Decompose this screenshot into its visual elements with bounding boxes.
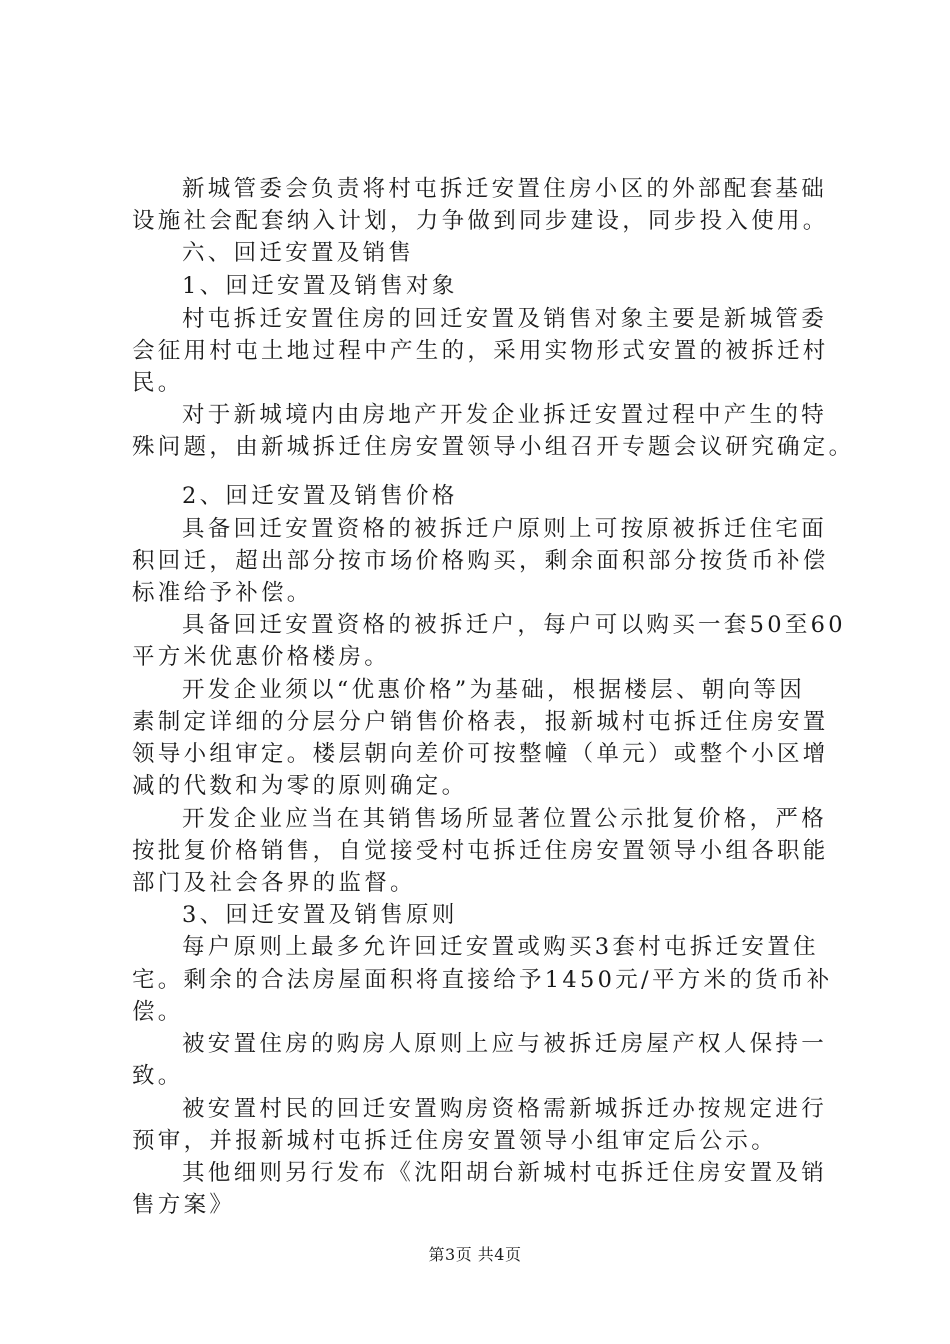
paragraph-line: 开发企业须以“优惠价格”为基础，根据楼层、朝向等因 (182, 677, 806, 703)
paragraph-line: 素制定详细的分层分户销售价格表，报新城村屯拆迁住房安置 (132, 709, 829, 735)
paragraph-line: 设施社会配套纳入计划，力争做到同步建设，同步投入使用。 (132, 208, 829, 234)
paragraph-line: 具备回迁安置资格的被拆迁户原则上可按原被拆迁住宅面 (182, 516, 828, 542)
paragraph-line: 标准给予补偿。 (132, 580, 313, 606)
section-heading: 六、回迁安置及销售 (182, 240, 415, 266)
paragraph-line: 领导小组审定。楼层朝向差价可按整幢（单元）或整个小区增 (132, 741, 829, 767)
paragraph-line: 其他细则另行发布《沈阳胡台新城村屯拆迁住房安置及销 (182, 1160, 828, 1186)
paragraph-line: 村屯拆迁安置住房的回迁安置及销售对象主要是新城管委 (182, 306, 828, 332)
paragraph-line: 会征用村屯土地过程中产生的，采用实物形式安置的被拆迁村 (132, 338, 829, 364)
subsection-heading: 3、回迁安置及销售原则 (182, 902, 458, 928)
paragraph-line: 售方案》 (132, 1192, 236, 1218)
subsection-heading: 2、回迁安置及销售价格 (182, 483, 458, 509)
paragraph-line: 每户原则上最多允许回迁安置或购买3套村屯拆迁安置住 (182, 934, 819, 960)
paragraph-line: 被安置村民的回迁安置购房资格需新城拆迁办按规定进行 (182, 1096, 828, 1122)
paragraph-line: 按批复价格销售，自觉接受村屯拆迁住房安置领导小组各职能 (132, 838, 829, 864)
paragraph-line: 开发企业应当在其销售场所显著位置公示批复价格，严格 (182, 806, 828, 832)
paragraph-line: 致。 (132, 1063, 184, 1089)
paragraph-line: 对于新城境内由房地产开发企业拆迁安置过程中产生的特 (182, 402, 828, 428)
page-number-footer: 第3页 共4页 (428, 1245, 522, 1264)
paragraph-line: 民。 (132, 370, 184, 396)
paragraph-line: 宅。剩余的合法房屋面积将直接给予1450元/平方米的货币补 (132, 967, 833, 993)
paragraph-line: 预审，并报新城村屯拆迁住房安置领导小组审定后公示。 (132, 1128, 778, 1154)
paragraph-line: 新城管委会负责将村屯拆迁安置住房小区的外部配套基础 (182, 176, 828, 202)
paragraph-line: 具备回迁安置资格的被拆迁户，每户可以购买一套50至60 (182, 612, 846, 638)
paragraph-line: 平方米优惠价格楼房。 (132, 644, 391, 670)
paragraph-line: 减的代数和为零的原则确定。 (132, 773, 468, 799)
paragraph-line: 积回迁，超出部分按市场价格购买，剩余面积部分按货币补偿 (132, 548, 829, 574)
subsection-heading: 1、回迁安置及销售对象 (182, 273, 458, 299)
paragraph-line: 殊问题，由新城拆迁住房安置领导小组召开专题会议研究确定。 (132, 434, 855, 460)
paragraph-line: 偿。 (132, 999, 184, 1025)
paragraph-line: 部门及社会各界的监督。 (132, 870, 416, 896)
paragraph-line: 被安置住房的购房人原则上应与被拆迁房屋产权人保持一 (182, 1031, 828, 1057)
